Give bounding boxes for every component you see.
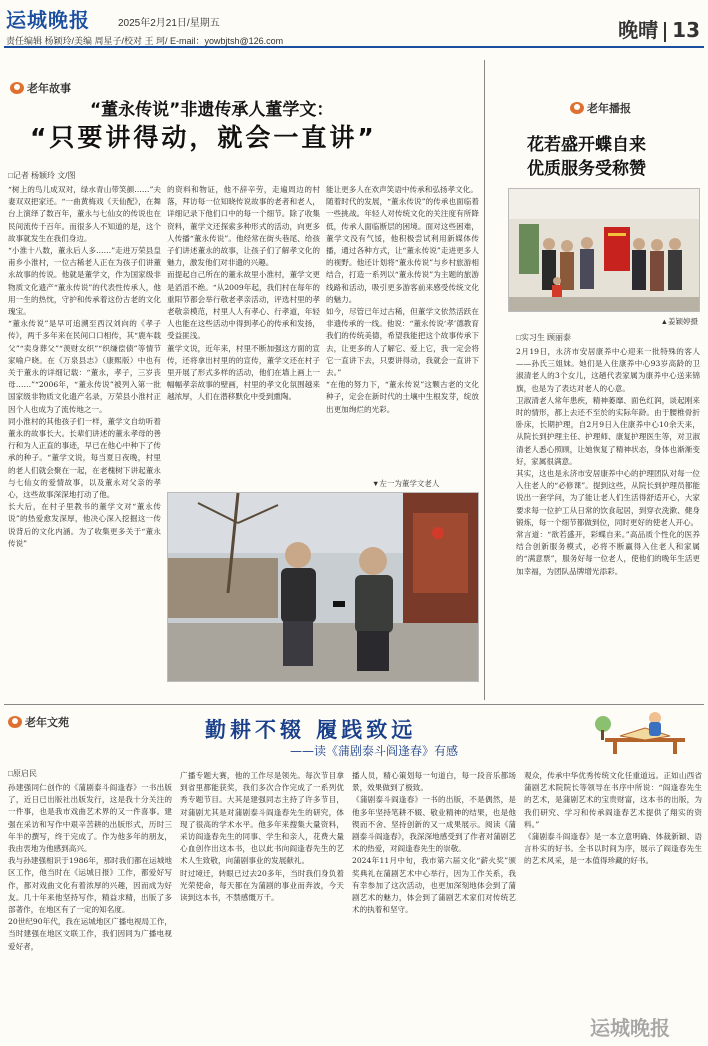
issue-date: 2025年2月21日/星期五 (118, 18, 220, 29)
senior-icon (10, 82, 24, 94)
review-column-1: 孙建强同仁创作的《蒲剧泰斗阎逢春》一书出版了，近日已出版社出版发行，这是我十分关注的一件事，也是我市戏曲艺术界的又一件喜事。建强在采访和写作中艰辛苦耕的出版形式，历时三年半的撰写，终于完成了。作为他多年的朋友，我由衷地为他感到高兴。 我与孙建强相识于1986年，那时我们都在运城地区工作，他当时在《运城日报》工作，都爱好写作，都对戏曲文化有着浓厚的兴趣，因而成为好友。几十年来他坚持写作，精益求精，出版了多部著作，在地区有了一定的知名度。 20世纪90年代，我在运城地区广播电视局工作，当时建强在地区文联工作，我们因同为广播电视爱好者， (8, 783, 172, 951)
review-subtitle: ——读《蒲剧泰斗阎逢春》有感 (290, 744, 459, 758)
review-column-3: 播人员，精心策划每一句道白，每一段音乐都场景，效果做到了极致。 《蒲剧泰斗阎逢春》一书的出版，不是偶然，是他多年坚持笔耕不辍、敬业精神的结果，也是他锲而不舍、坚持创新的又一成果展示。阅读《蒲剧泰斗阎逢春》，我深深地感受到了作者对蒲剧艺术的热爱，对阎逢春先生的崇敬。 2024年11月中旬，我市第六届文化“薪火奖”颁奖典礼在蒲剧艺术中心举行，因为工作关系，我有幸参加了这次活动，也更加深刻地体会到了蒲剧艺术的魅力，体会到了蒲剧艺术家们对传统艺术的执着和坚守。 (352, 771, 516, 915)
main-photo-caption: ▼左一为董学文老人 (372, 479, 440, 488)
side-section-label: 老年播报 (587, 102, 631, 115)
review-column-2: 广播专题大赛，他的工作尽是领先。每次节目拿到省里都能获奖，我们多次合作完成了一系列优秀专题节目。大其是建强同志主持了许多节目，对蒲剧尤其是对蒲剧泰斗阎逢春先生的研究，体现了很高的学术水平。他多年来搜集大量资料，采访阎逢春先生的同事、学生和亲人，花费大量心血创作出这本书，也以此书向阎逢春先生的艺术人生致敬，向蒲剧事业的发展献礼。 时过境迁，转眼已过去20多年，当时我们身负着光荣使命，每天都在为蒲剧的事业而奔波，今天读到这本书，不禁感慨万千。 (180, 771, 344, 903)
section-rule (4, 704, 704, 705)
side-byline: □实习生 顾丽泰 (516, 333, 572, 342)
side-headline-2: 优质服务受称赞 (527, 159, 646, 179)
column-divider (484, 60, 485, 700)
review-section-label: 老年文苑 (25, 716, 69, 729)
weather-label: 晚晴 (618, 18, 659, 42)
main-section-label: 老年故事 (27, 82, 71, 95)
page-label (618, 14, 700, 43)
review-column-4: 观众，传承中华优秀传统文化任重道远。正如山西省蒲剧艺术院院长等领导在书序中所说：“阎逢春先生的艺术，是蒲剧艺术的宝贵财富，这本书的出版，为我们研究、学习和传承阎逢春艺术提供了翔实的资料。” 《蒲剧泰斗阎逢春》是一本立意明确、体裁新颖、语言朴实的好书。全书以时间为序，展示了阎逢春先生的艺术风采，是一本值得珍藏的好书。 (524, 771, 702, 866)
page-number: 13 (672, 18, 700, 42)
reader-icon (585, 710, 700, 754)
elders-photo-illustration (168, 493, 479, 682)
masthead-rule (4, 46, 704, 48)
side-section-tag (570, 100, 631, 116)
side-body: 2月19日，永济市安居康养中心迎来一批特殊的客人——孙氏三姐妹。她们是入住康养中心93岁高龄的卫淑清老人的3个女儿，这趟代表家属为康养中心送来锦旗，也是为了表达对老人的心意。 卫淑清老人常年患疾，精神萎靡、面色红润，谈起刚来时的情形，都上去还不至於的实际年龄。由于腰椎骨折卧床，长期护理，自2月9日入住康养中心10余天来，从院长到护理主任、护理师、康复护理医生等，对卫淑清老人悉心照顾，让她恢复了精神状态，身体也渐渐变好，家属很满意。 其实，这也是永济市安居康养中心的护理团队对每一位入住老人的“必修课”。提到这些，从院长到护理员都能说出一套学问，为了能让老人们生活得舒适开心，大家要求每一位护工从日常的饮食起居，到穿衣洗漱、健身锻炼，每一个细节都做到位，同时更好的使老人开心。 常言道：“欲若盛开，彩蝶自来。”高品质个性化的医养结合创新服务模式，必将不断赢得入住老人和家属的“满意票”，服务好每一位老人，使他们的晚年生活更加幸福，为团队品牌增光添彩。 (516, 347, 700, 576)
paper-name: 运城晚报 (6, 8, 90, 32)
main-column-1: “树上的鸟儿成双对，绿水青山带笑颜……”夫妻双双把家还。“一曲黄梅戏《天仙配》，在舞台上演绎了数百年，董永与七仙女的传说也在民间流传千百年。而很多人不知道的是，这个故事就发生在我们身边。 “小淮十八数，董永后人多……”走进万荣县皇甫乡小淮村，一位古稀老人正在为孩子们讲董永故事的传说。他就是董学文，作为国家级非物质文化遗产“董永传说”的代表性传承人，他用一生的热忱，守护和传承着这份古老的文化瑰宝。 “董永传说”是早可追溯至西汉刘向的《孝子传》，两千多年来在民间口口相传，其“鹿车载父”“卖身葬父”“羡财女织”“织缣偿债”等情节家喻户晓。在《万泉县志》（康熙版）中也有关于董永的详细记载：“董永，孝子，三岁丧母……”“2006年，“董永传说”被列入第一批国家级非物质文化遗产名录，万荣县小淮村正因个人也成为了流传地之一。 同小淮村的其他孩子们一样，董学文自幼听着董永的故事长大。长辈们讲述的董永孝母的善行和为人正直的事迹，早已在他心中种下了传承的种子。“董学文说，每当夏日夜晚，村里的老人们就会聚在一起，在老槐树下讲起董永与七仙女的爱情故事，以及董永对父亲的孝心，这些故事深深地打动了他。 长大后，在村子里教书的董学文对“董永传说”的热爱愈发深厚，他决心深入挖掘这一传说背后的文化内涵。为了收集更多关于“董永传说” (8, 185, 161, 548)
side-headline-1: 花若盛开蝶自来 (527, 135, 646, 155)
main-byline: □记者 杨颖玲 文/图 (8, 171, 76, 180)
masthead (0, 0, 708, 46)
group-photo-illustration (509, 189, 700, 312)
main-headline: “只要讲得动，就会一直讲” (30, 123, 377, 152)
credits-line: 责任编辑 杨颖玲/美编 周星子/校对 王 珂/ E-mail：yowbjtsh@126.com (6, 36, 284, 46)
main-subtitle: “董永传说”非遗传承人董学文： (90, 100, 334, 120)
review-headline: 勤耕不辍 履践致远 (205, 718, 417, 742)
main-photo (167, 492, 479, 682)
reading-illustration (585, 710, 700, 754)
main-column-3: 的资料和物证，他不辞辛劳，走遍周边的村落，拜访每一位知晓传说故事的老者和老人，详细记录下他们口中的每一个细节。除了收集资料，董学文还探索多种形式的活动，向更多人传播“董永传说”。他经常在街头巷尾、给孩子们讲述董永的故事，让孩子们了解孝文化的魅力，激发他们对非遗的兴趣。 而提起自己所在的董永故里小淮村，董学文更是滔滔不绝。“从2009年起，我们村在每年的重阳节都会举行敬老孝亲活动，评选村里的孝老敬亲模范，村里人人有孝心、行孝道，年轻人也能在这些活动中得到孝心的传承和发扬，受益匪浅。 董学文说，近年来，村里不断加强这方面的宣传，还将拿出村里的的宣传，董学文还在村子里开展了形式多样的活动，他们在墙上画上一幅幅孝亲故事的壁画，村里的孝文化氛围越来越浓厚，人们在潜移默化中受到熏陶。 (167, 185, 320, 402)
main-column-4: 能让更多人在欢声笑语中传承和弘扬孝文化。 随着时代的发展，“董永传说”的传承也面临着一些挑战。年轻人对传统文化的关注度有所降低，传承人面临断层的困境。面对这些困难，董学文没有气馁，他积极尝试利用新媒体传播，通过各种方式，让“董永传说”走进更多人的视野。他还计划将“董永传说”与乡村旅游相结合，打造一系列以“董永传说”为主题的旅游线路和活动，吸引更多游客前来感受传统文化的魅力。 如今，尽管已年过古稀，但董学文依然活跃在非遗传承的一线。他说：“董永传说‘孝’德教育我们的传统美德，希望我能把这个故事传承下去，让更多的人了解它、爱上它，我一定会将它一直讲下去，只要讲得动，我就会一直讲下去。” “在他的努力下，“董永传说”这颗古老的文化种子，定会在新时代的土壤中生根发芽，绽放出更加绚烂的光彩。 (326, 185, 479, 414)
senior-icon (8, 716, 22, 728)
main-section-tag (10, 80, 71, 96)
review-byline: □原启民 (8, 769, 37, 778)
watermark-logo: 运城晚报 (590, 1016, 670, 1040)
side-photo (508, 188, 700, 312)
review-section-tag (8, 714, 69, 730)
senior-icon (570, 102, 584, 114)
separator-bar (664, 22, 666, 42)
side-photo-credit: ▲姜颖婷摄 (660, 317, 698, 326)
